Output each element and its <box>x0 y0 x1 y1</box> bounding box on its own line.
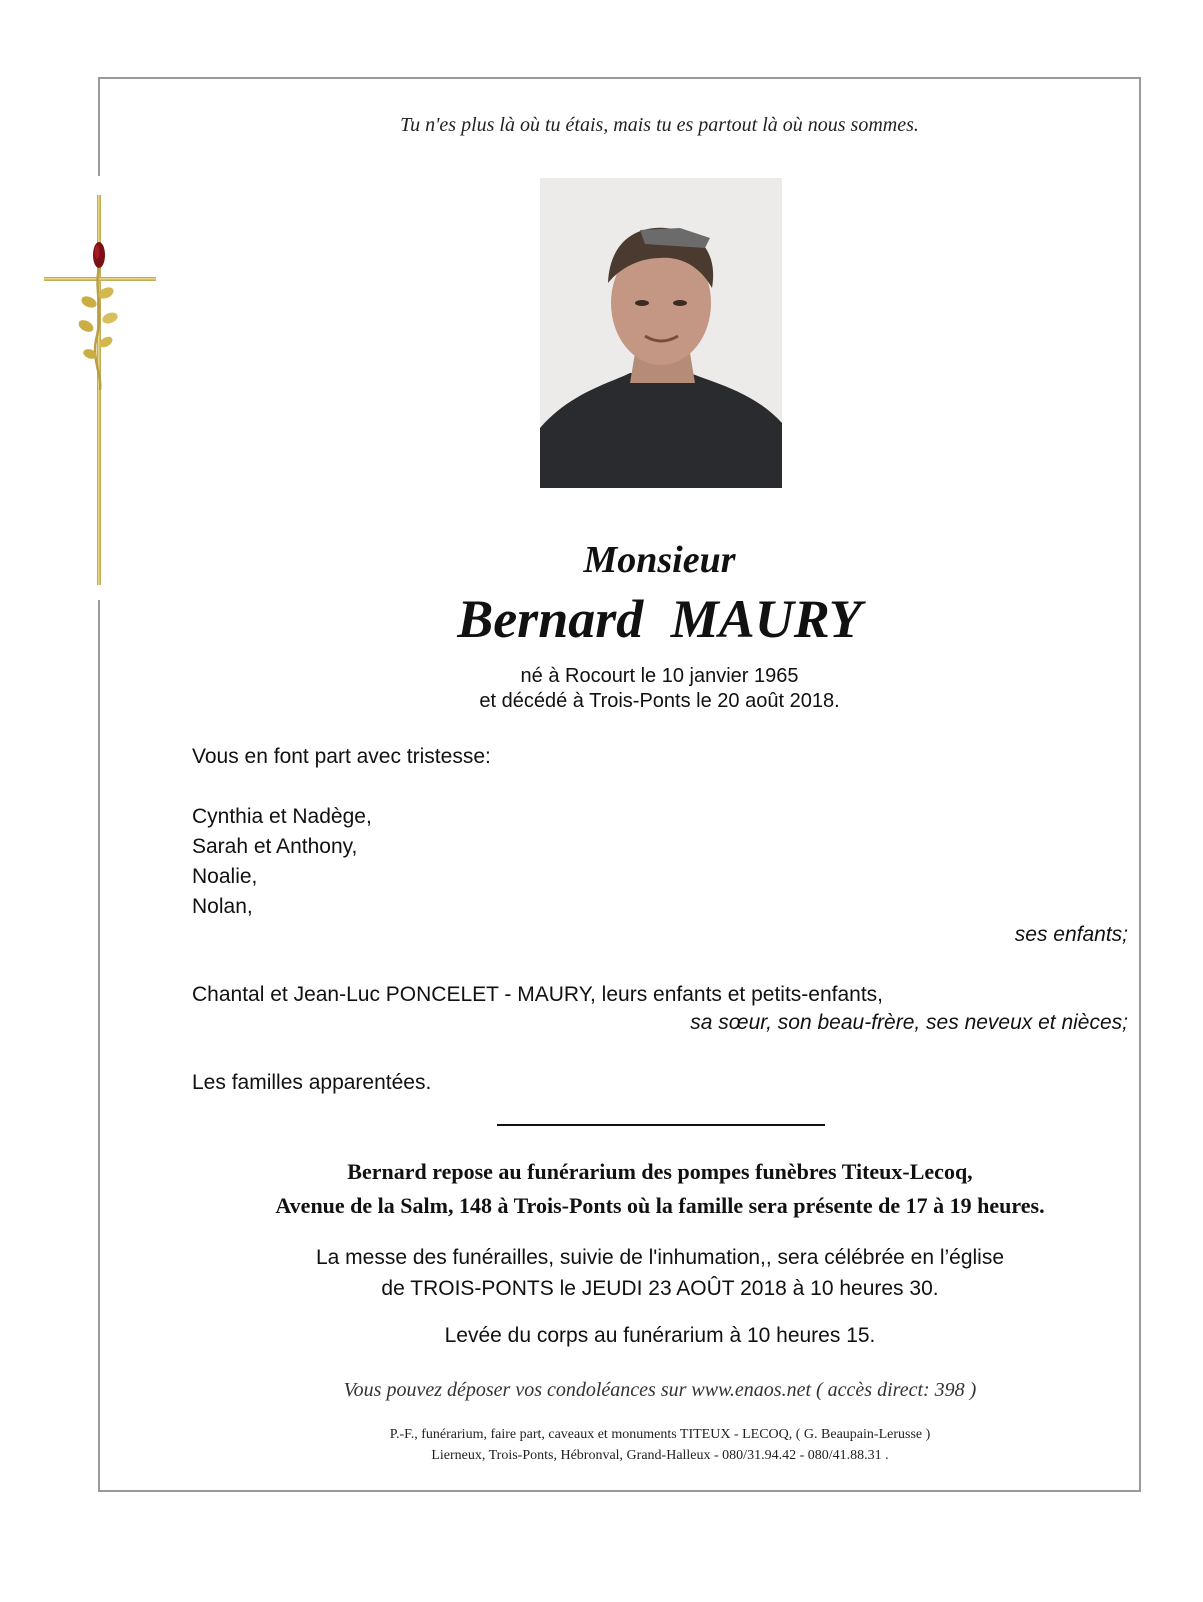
condolences-notice: Vous pouvez déposer vos condoléances sur www.enaos.net ( accès direct: 398 ) <box>343 1379 977 1401</box>
mass-notice <box>160 1242 1160 1304</box>
list-item: Cynthia et Nadège, <box>192 805 372 828</box>
birth-line: né à Rocourt le 10 janvier 1965 <box>520 665 799 687</box>
list-item: Nolan, <box>192 895 253 918</box>
funerarium-notice <box>160 1155 1160 1223</box>
mass-line-2: de TROIS-PONTS le JEUDI 23 AOÛT 2018 à 10 heures 30. <box>381 1277 939 1300</box>
footer-line-1: P.-F., funérarium, faire part, caveaux et monuments TITEUX - LECOQ, ( G. Beaupain-Lerusse ) <box>389 1427 931 1442</box>
funerarium-line-1: Bernard repose au funérarium des pompes funèbres Titeux-Lecoq, <box>347 1159 973 1184</box>
death-line: et décédé à Trois-Ponts le 20 août 2018. <box>479 690 840 712</box>
announcement-intro: Vous en font part avec tristesse: <box>192 745 491 768</box>
funerarium-line-2: Avenue de la Salm, 148 à Trois-Ponts où la famille sera présente de 17 à 19 heures. <box>275 1193 1045 1218</box>
families-line: Les familles apparentées. <box>192 1071 432 1094</box>
funeral-home-footer <box>160 1424 1160 1466</box>
sister-line: Chantal et Jean-Luc PONCELET - MAURY, leurs enfants et petits-enfants, <box>192 983 884 1006</box>
levee-notice: Levée du corps au funérarium à 10 heures 15. <box>444 1324 876 1347</box>
list-item: Sarah et Anthony, <box>192 835 358 858</box>
portrait-photo <box>540 178 782 488</box>
children-relation: ses enfants; <box>1014 923 1128 946</box>
sister-relation: sa sœur, son beau-frère, ses neveux et nièces; <box>690 1011 1128 1034</box>
cross-with-rose-icon <box>40 190 160 590</box>
life-dates <box>98 664 1203 714</box>
honorific-title: Monsieur <box>583 539 736 581</box>
epitaph-quote: Tu n'es plus là où tu étais, mais tu es partout là où nous sommes. <box>400 114 919 136</box>
deceased-name: Bernard MAURY <box>457 589 862 649</box>
list-item: Noalie, <box>192 865 258 888</box>
footer-line-2: Lierneux, Trois-Ponts, Hébronval, Grand-Halleux - 080/31.94.42 - 080/41.88.31 . <box>431 1448 889 1463</box>
mass-line-1: La messe des funérailles, suivie de l'inhumation,, sera célébrée en l’église <box>315 1246 1005 1269</box>
divider-rule <box>497 1124 825 1126</box>
children-list <box>192 802 372 922</box>
